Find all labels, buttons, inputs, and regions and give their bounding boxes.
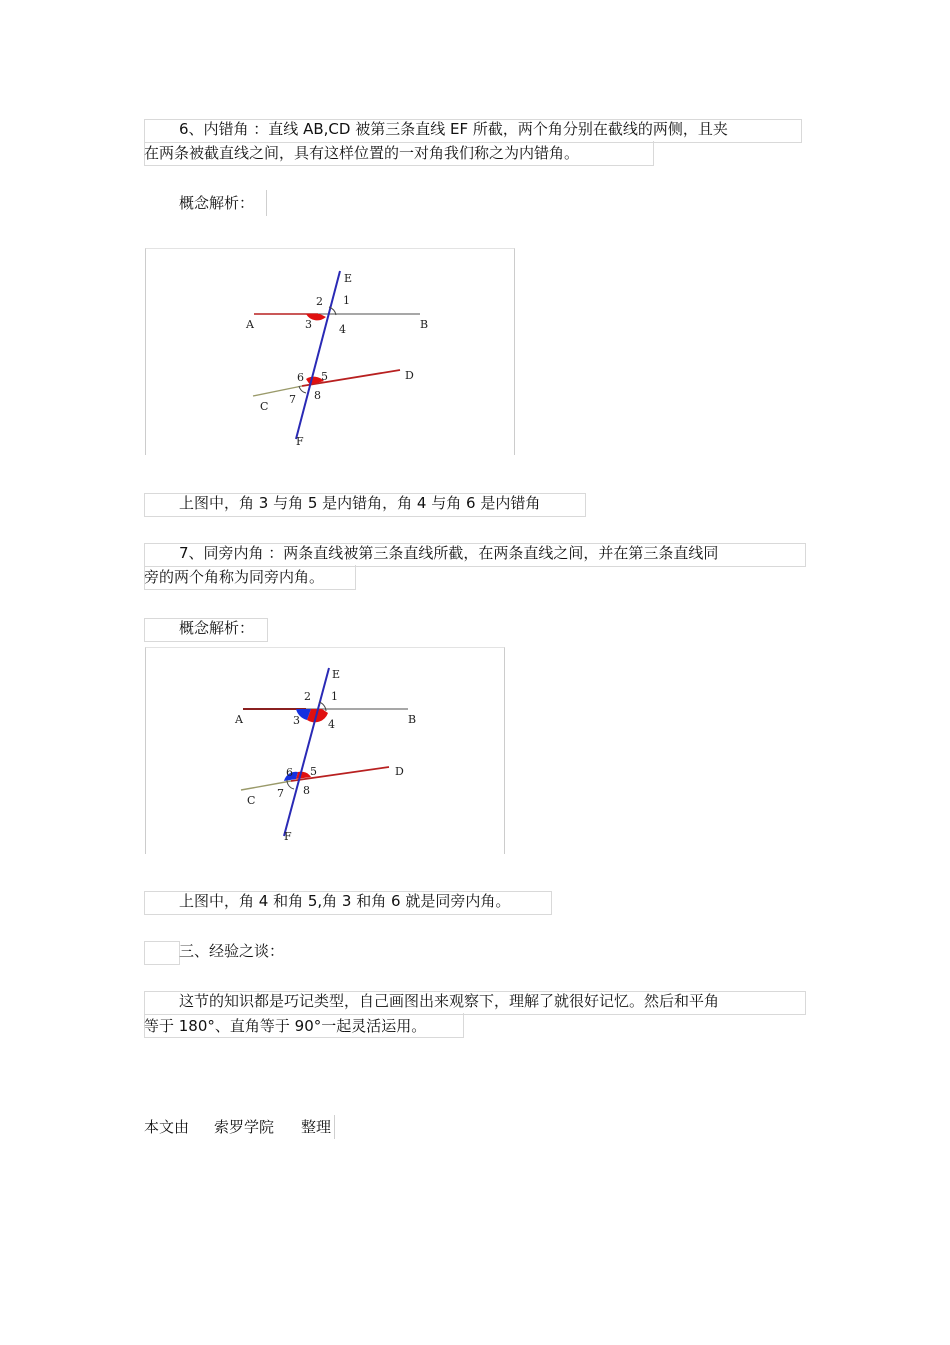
fig2-label-n7: 7 — [277, 787, 284, 800]
fig2-label-n2: 2 — [304, 690, 311, 703]
fig1-label-n3: 3 — [305, 318, 312, 331]
figure2-diagram — [146, 648, 504, 854]
fig2-label-B: B — [408, 713, 417, 726]
fig1-label-E: E — [344, 272, 353, 285]
section6-line2: 在两条被截直线之间，具有这样位置的一对角我们称之为内错角。 — [144, 144, 580, 162]
figure1-frame — [145, 248, 515, 455]
fig2-label-C: C — [247, 794, 256, 807]
fig1-label-A: A — [246, 318, 254, 331]
section6-line1: 6、内错角 ：直线 AB,CD 被第三条直线 EF 所截，两个角分别在截线的两侧，且夹 — [179, 120, 728, 138]
fig1-label-n2: 2 — [316, 295, 323, 308]
figure1-diagram — [146, 249, 514, 455]
footer-part2: 索罗学院 — [214, 1118, 275, 1136]
fig2-label-n5: 5 — [310, 765, 317, 778]
fig1-label-n4: 4 — [339, 323, 346, 336]
fig1-label-n6: 6 — [297, 371, 304, 384]
footer-part3: 整理 — [301, 1118, 332, 1136]
heading3-box — [144, 941, 180, 965]
fig2-label-n1: 1 — [331, 690, 338, 703]
analysis2-label: 概念解析： — [179, 619, 255, 637]
experience-line1: 这节的知识都是巧记类型，自己画图出来观察下，理解了就很好记忆。然后和平角 — [179, 992, 720, 1010]
fig2-label-n6: 6 — [286, 766, 293, 779]
analysis1-label: 概念解析： — [179, 194, 255, 212]
caption2-text: 上图中，角 4 和角 5,角 3 和角 6 就是同旁内角。 — [179, 892, 511, 910]
fig1-label-n7: 7 — [289, 393, 296, 406]
fig2-label-A: A — [235, 713, 243, 726]
footer-part1: 本文由 — [144, 1118, 190, 1136]
fig1-label-n1: 1 — [343, 294, 350, 307]
fig2-label-n3: 3 — [293, 714, 300, 727]
section7-line1: 7、同旁内角 ：两条直线被第三条直线所截，在两条直线之间，并在第三条直线同 — [179, 544, 719, 562]
fig1-label-C: C — [260, 400, 269, 413]
fig1-label-D: D — [405, 369, 414, 382]
heading3-text: 三、经验之谈： — [179, 942, 285, 960]
caption1-text: 上图中，角 3 与角 5 是内错角，角 4 与角 6 是内错角 — [179, 494, 541, 512]
footer-marker — [334, 1115, 335, 1139]
section7-line2: 旁的两个角称为同旁内角。 — [144, 568, 325, 586]
fig2-label-n4: 4 — [328, 718, 335, 731]
fig1-label-F: F — [296, 435, 304, 448]
fig2-label-F: F — [284, 830, 292, 843]
fig2-label-E: E — [332, 668, 341, 681]
fig1-label-n8: 8 — [314, 389, 321, 402]
analysis1-marker — [266, 190, 267, 216]
fig1-label-n5: 5 — [321, 370, 328, 383]
figure2-frame — [145, 647, 505, 854]
fig2-label-D: D — [395, 765, 404, 778]
fig2-label-n8: 8 — [303, 784, 310, 797]
experience-line2: 等于 180°、直角等于 90°一起灵活运用。 — [144, 1017, 427, 1035]
fig1-label-B: B — [420, 318, 429, 331]
